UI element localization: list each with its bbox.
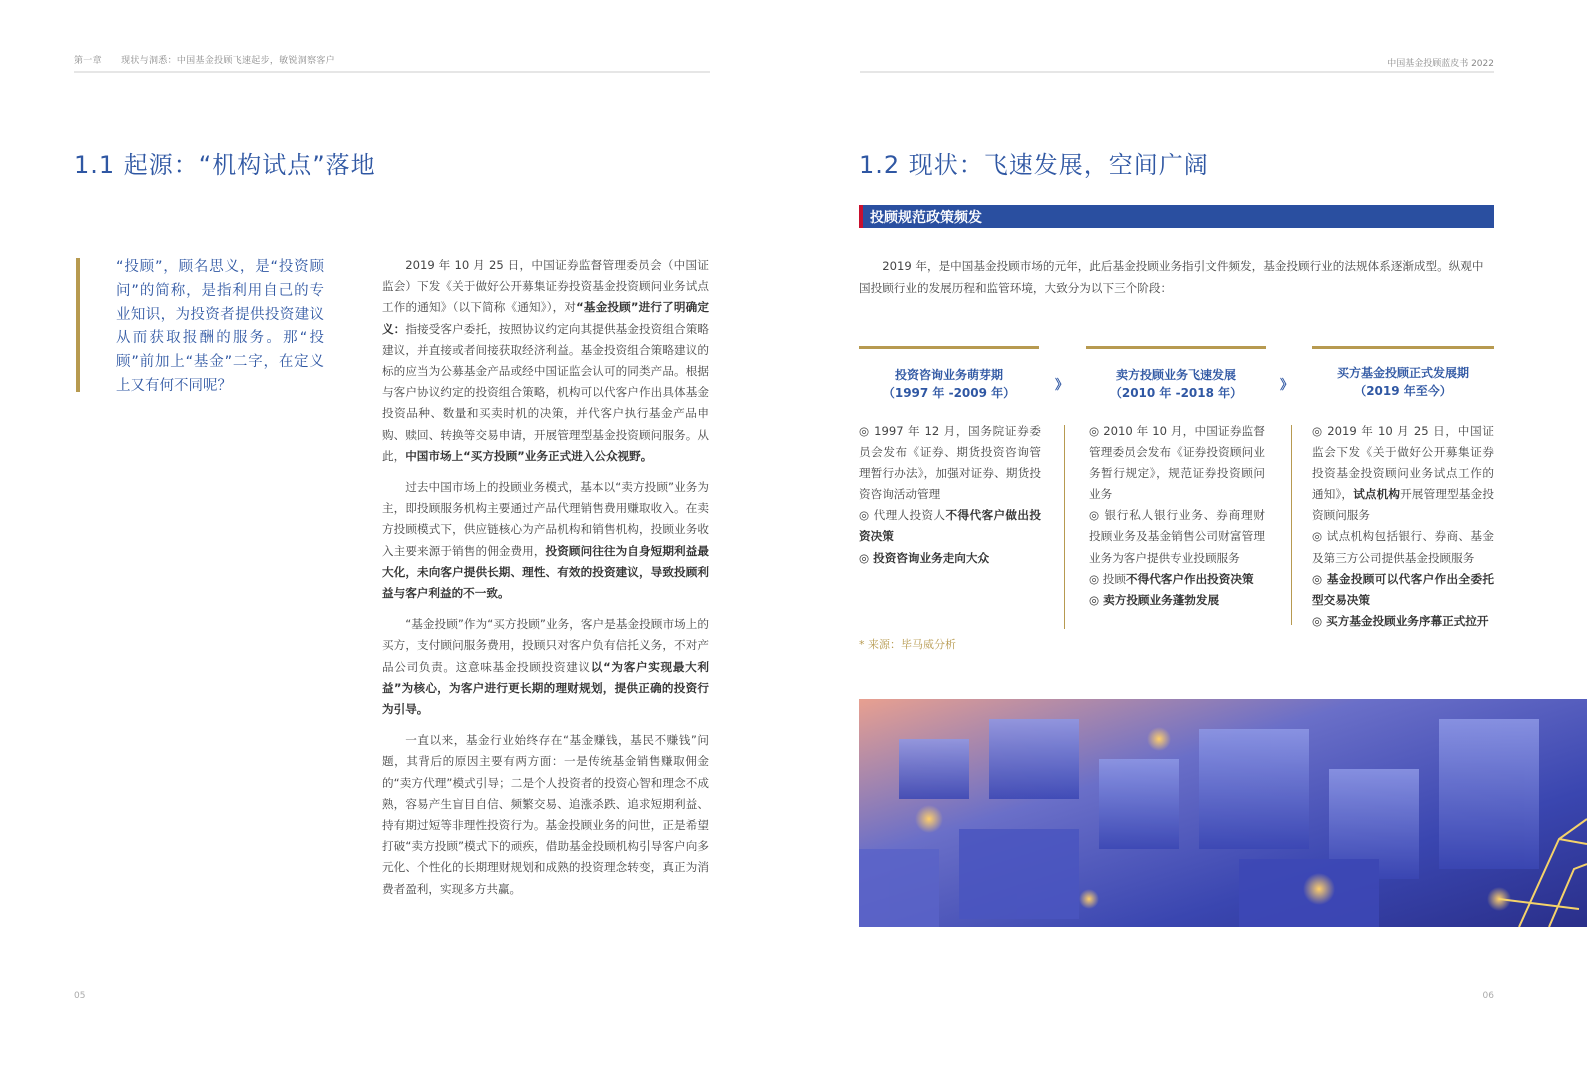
chevron-right-icon: 》 bbox=[1280, 378, 1294, 393]
list-item: ◎ 代理人投资人不得代客户做出投资决策 bbox=[859, 508, 1041, 544]
stage-1-title: 投资咨询业务萌芽期 （1997 年 -2009 年） bbox=[882, 368, 1016, 400]
list-item: ◎ 1997 年 12 月，国务院证券委员会发布《证券、期货投资咨询管理暂行办法》，加强对证券、期货投资咨询活动管理 bbox=[859, 424, 1041, 502]
stage-2-title: 卖方投顾业务飞速发展 （2010 年 -2018 年） bbox=[1109, 368, 1243, 400]
stage-2-body bbox=[1089, 421, 1265, 611]
section-title-1-1: 1.1 起源：“机构试点”落地 bbox=[74, 151, 376, 179]
chapter-subtitle: 现状与洞悉：中国基金投顾飞速起步，敏锐洞察客户 bbox=[121, 56, 335, 66]
source-note: * 来源：毕马威分析 bbox=[859, 638, 956, 651]
running-header-right: 中国基金投顾蓝皮书 2022 bbox=[1387, 59, 1494, 69]
chevron-right-icon: 》 bbox=[1055, 378, 1069, 393]
stage-3-top-rule bbox=[1312, 346, 1494, 349]
stage-1-top-rule bbox=[859, 346, 1039, 349]
list-item: ◎ 基金投顾可以代客户作出全委托型交易决策 bbox=[1312, 571, 1494, 607]
quote-accent-bar bbox=[76, 258, 80, 392]
list-item: ◎ 买方基金投顾业务序幕正式拉开 bbox=[1312, 613, 1489, 628]
chapter-label: 第一章 bbox=[74, 56, 102, 66]
stage-2-top-rule bbox=[1086, 346, 1266, 349]
running-header-left bbox=[74, 53, 335, 66]
header-rule-left bbox=[74, 71, 710, 73]
banner-red-mark bbox=[859, 205, 863, 228]
banner-title: 投顾规范政策频发 bbox=[870, 210, 982, 226]
stage-1-body bbox=[859, 421, 1041, 569]
intro-paragraph: 2019 年，是中国基金投顾市场的元年，此后基金投顾业务指引文件频发，基金投顾行业的法规体系逐渐成型。纵观中国投顾行业的发展历程和监管环境，大致分为以下三个阶段： bbox=[859, 259, 1484, 295]
stage-divider bbox=[1064, 425, 1065, 629]
list-item: ◎ 试点机构包括银行、券商、基金及第三方公司提供基金投顾服务 bbox=[1312, 529, 1494, 565]
list-item: ◎ 卖方投顾业务蓬勃发展 bbox=[1089, 592, 1220, 607]
pull-quote: “投顾”，顾名思义，是“投资顾问”的简称，是指利用自己的专业知识，为投资者提供投资建议从而获取报酬的服务。那“投顾”前加上“基金”二字，在定义上又有何不同呢？ bbox=[116, 259, 324, 394]
decorative-tech-image bbox=[859, 699, 1587, 927]
stage-divider bbox=[1291, 425, 1292, 625]
page-number-right: 06 bbox=[1482, 991, 1494, 1001]
body-paragraph-3: “基金投顾”作为“买方投顾”业务，客户是基金投顾市场上的买方，支付顾问服务费用，投顾只对客户负有信托义务，不对产品公司负责。这意味基金投顾投资建议以“为客户实现最大利益”为核心，为客户进行更长期的理财规划，提供正确的投资行为引导。 bbox=[382, 617, 709, 717]
section-title-1-2: 1.2 现状：飞速发展，空间广阔 bbox=[859, 151, 1209, 179]
stage-3-title: 买方基金投顾正式发展期 （2019 年至今） bbox=[1336, 366, 1469, 398]
body-paragraph-1: 2019 年 10 月 25 日，中国证券监督管理委员会（中国证监会）下发《关于做好公开募集证券投资基金投资顾问业务试点工作的通知》（以下简称《通知》），对“基金投顾”进行了明确定义：指接受客户委托，按照协议约定向其提供基金投资组合策略建议，并直接或者间接获取经济利益。基金投资组合策略建议的标的应当为公募基金产品或经中国证监会认可的同类产品。根据与客户协议约定的投资组合策略，机构可以代客户作出具体基金投资品种、数量和买卖时机的决策，并代客户执行基金产品申购、赎回、转换等交易申请，开展管理型基金投资顾问服务。从此，中国市场上“买方投顾”业务正式进入公众视野。 bbox=[382, 258, 709, 463]
list-item: ◎ 2019 年 10 月 25 日，中国证监会下发《关于做好公开募集证券投资基金投资顾问业务试点工作的通知》，试点机构开展管理型基金投资顾问服务 bbox=[1312, 424, 1494, 523]
body-text-column bbox=[382, 255, 709, 910]
page-number-left: 05 bbox=[74, 991, 86, 1001]
list-item: ◎ 投顾不得代客户作出投资决策 bbox=[1089, 571, 1254, 586]
list-item: ◎ 银行私人银行业务、券商理财投顾业务及基金销售公司财富管理业务为客户提供专业投顾服务 bbox=[1089, 508, 1265, 565]
list-item: ◎ 2010 年 10 月，中国证券监督管理委员会发布《证券投资顾问业务暂行规定》，规范证券投资顾问业务 bbox=[1089, 424, 1265, 502]
body-paragraph-4: 一直以来，基金行业始终存在“基金赚钱，基民不赚钱”问题，其背后的原因主要有两方面：一是传统基金销售赚取佣金的“卖方代理”模式引导；二是个人投资者的投资心智和理念不成熟，容易产生盲目自信、频繁交易、追涨杀跌、追求短期利益、持有期过短等非理性投资行为。基金投顾业务的问世，正是希望打破“卖方投顾”模式下的顽疾，借助基金投顾机构引导客户向多元化、个性化的长期理财规划和成熟的投资理念转变，真正为消费者盈利，实现多方共赢。 bbox=[382, 733, 709, 896]
body-paragraph-2: 过去中国市场上的投顾业务模式，基本以“卖方投顾”业务为主，即投顾服务机构主要通过产品代理销售费用赚取收入。在卖方投顾模式下，供应链核心为产品机构和销售机构，投顾业务收入主要来源于销售的佣金费用，投资顾问往往为自身短期利益最大化，未向客户提供长期、理性、有效的投资建议，导致投顾利益与客户利益的不一致。 bbox=[382, 480, 709, 601]
stage-3-body bbox=[1312, 421, 1494, 632]
policy-banner bbox=[859, 205, 1494, 228]
header-rule-right bbox=[860, 71, 1494, 73]
list-item: ◎ 投资咨询业务走向大众 bbox=[859, 550, 990, 565]
